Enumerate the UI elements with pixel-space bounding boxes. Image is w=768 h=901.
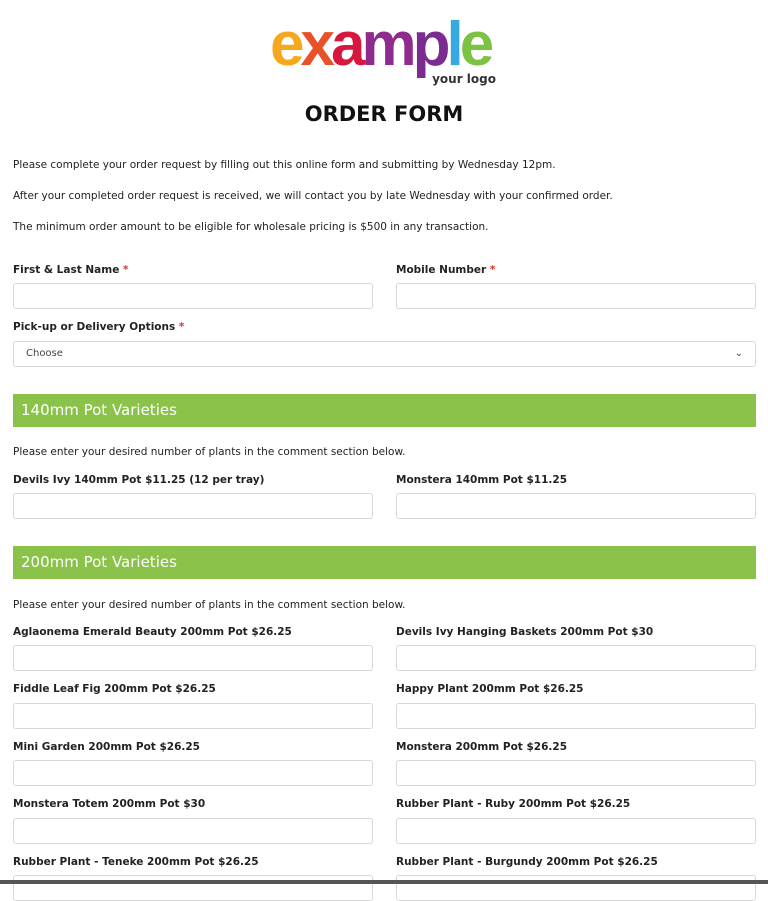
section-note: Please enter your desired number of plants in the comment section below. (13, 446, 406, 458)
item-input[interactable] (13, 703, 373, 729)
item-label: Devils Ivy Hanging Baskets 200mm Pot $30 (396, 626, 654, 638)
item-input[interactable] (396, 875, 756, 901)
item-input[interactable] (396, 703, 756, 729)
item-input[interactable] (13, 760, 373, 786)
item-label: Fiddle Leaf Fig 200mm Pot $26.25 (13, 683, 216, 695)
delivery-value: Choose (26, 348, 63, 359)
page-title: ORDER FORM (304, 102, 464, 126)
delivery-select[interactable] (13, 341, 756, 367)
item-label: Happy Plant 200mm Pot $26.25 (396, 683, 584, 695)
section-header-200mm: 200mm Pot Varieties (13, 546, 756, 579)
item-label: Monstera 140mm Pot $11.25 (396, 474, 568, 486)
bottom-strip (0, 880, 768, 884)
intro-text: After your completed order request is received, we will contact you by late Wednesday with your confirmed order. (13, 190, 613, 202)
item-input[interactable] (396, 760, 756, 786)
item-label: Devils Ivy 140mm Pot $11.25 (12 per tray) (13, 474, 265, 486)
mobile-label: Mobile Number * (396, 264, 496, 276)
logo (270, 10, 500, 94)
item-label: Rubber Plant - Ruby 200mm Pot $26.25 (396, 798, 631, 810)
item-input[interactable] (13, 645, 373, 671)
item-input[interactable] (396, 818, 756, 844)
intro-text: Please complete your order request by filling out this online form and submitting by Wednesday 12pm. (13, 159, 556, 171)
logo-wordmark: example (270, 10, 491, 79)
item-input[interactable] (13, 493, 373, 519)
item-label: Rubber Plant - Teneke 200mm Pot $26.25 (13, 856, 259, 868)
item-label: Aglaonema Emerald Beauty 200mm Pot $26.25 (13, 626, 292, 638)
item-label: Rubber Plant - Burgundy 200mm Pot $26.25 (396, 856, 658, 868)
item-input[interactable] (396, 493, 756, 519)
item-label: Monstera 200mm Pot $26.25 (396, 741, 568, 753)
chevron-down-icon: ⌄ (734, 348, 743, 359)
item-input[interactable] (13, 875, 373, 901)
item-label: Monstera Totem 200mm Pot $30 (13, 798, 206, 810)
logo-tagline: your logo (432, 72, 496, 86)
intro-text: The minimum order amount to be eligible for wholesale pricing is $500 in any transaction. (13, 221, 489, 233)
name-label: First & Last Name * (13, 264, 129, 276)
item-input[interactable] (13, 818, 373, 844)
item-input[interactable] (396, 645, 756, 671)
section-header-140mm: 140mm Pot Varieties (13, 394, 756, 427)
delivery-label: Pick-up or Delivery Options * (13, 321, 185, 333)
item-label: Mini Garden 200mm Pot $26.25 (13, 741, 200, 753)
mobile-input[interactable] (396, 283, 756, 309)
section-note: Please enter your desired number of plants in the comment section below. (13, 599, 406, 611)
name-input[interactable] (13, 283, 373, 309)
